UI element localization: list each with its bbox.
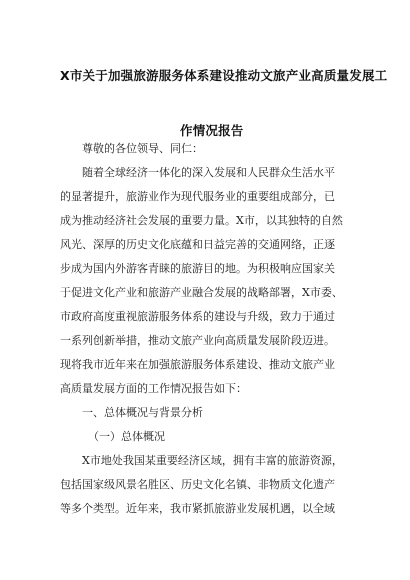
overview-line: 包括国家级风景名胜区、历史文化名镇、非物质文化遗产 (60, 478, 335, 491)
body-line: 风光、深厚的历史文化底蕴和日益完善的交通网络，正逐 (60, 238, 335, 251)
report-title-line-2: 作情况报告 (180, 123, 244, 138)
body-line: 一系列创新举措，推动文旅产业向高质量发展阶段迈进。 (60, 334, 335, 347)
report-title-line-1: X市关于加强旅游服务体系建设推动文旅产业高质量发展工 (60, 68, 388, 83)
body-line: 随着全球经济一体化的深入发展和人民群众生活水平 (82, 166, 335, 179)
body-line: 步成为国内外游客青睐的旅游目的地。为积极响应国家关 (60, 262, 335, 275)
subsection-heading: （一）总体概况 (88, 430, 165, 443)
section-heading: 一、总体概况与背景分析 (82, 406, 203, 419)
body-line: 于促进文化产业和旅游产业融合发展的战略部署，X市委、 (60, 286, 343, 299)
body-line: 高质量发展方面的工作情况报告如下： (60, 382, 247, 395)
body-line: 现将我市近年来在加强旅游服务体系建设、推动文旅产业 (60, 358, 335, 371)
salutation: 尊敬的各位领导、同仁： (82, 142, 203, 155)
body-line: 市政府高度重视旅游服务体系的建设与升级，致力于通过 (60, 310, 335, 323)
body-line: 的显著提升，旅游业作为现代服务业的重要组成部分，已 (60, 190, 335, 203)
body-line: 成为推动经济社会发展的重要力量。X市，以其独特的自然 (60, 214, 343, 227)
overview-line: X市地处我国某重要经济区域，拥有丰富的旅游资源， (82, 454, 343, 467)
overview-line: 等多个类型。近年来，我市紧抓旅游业发展机遇，以全域 (60, 502, 335, 515)
